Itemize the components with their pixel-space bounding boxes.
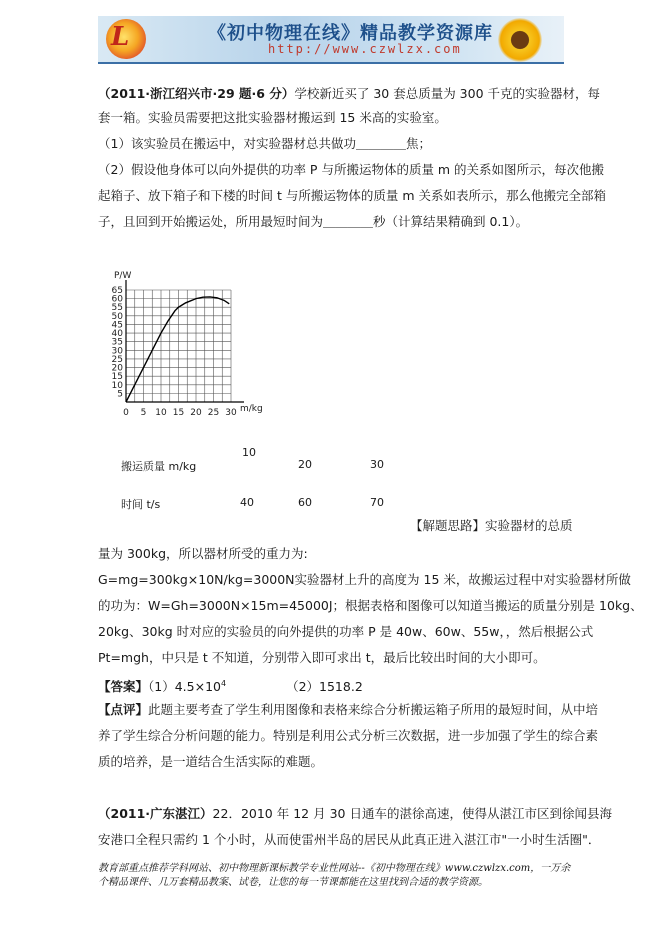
problem1-intro — [98, 86, 601, 102]
table-row2-label: 时间 t/s — [121, 498, 161, 511]
footer-line2: 个精品课件、几万套精品教案、试卷，让您的每一节课都能在这里找到合适的教学资源。 — [98, 877, 488, 888]
table-row1-value-3: 30 — [370, 458, 384, 471]
x-tick-label: 0 — [123, 408, 129, 418]
table-row2-value-1: 40 — [240, 496, 254, 509]
table-row1-label: 搬运质量 m/kg — [121, 460, 197, 473]
comment-line1-text: 此题主要考查了学生利用图像和表格来综合分析搬运箱子所用的最短时间，从中培 — [148, 702, 599, 717]
problem1-q2-line3: 子，且回到开始搬运处，所用最短时间为＿＿＿＿秒（计算结果精确到 0.1）。 — [98, 214, 529, 229]
problem1-q2-line2: 起箱子、放下箱子和下楼的时间 t 与所搬运物体的质量 m 关系如表所示，那么他搬完全部箱 — [98, 188, 606, 203]
problem1-q1: （1）该实验员在搬运中，对实验器材总共做功＿＿＿＿焦； — [98, 136, 431, 151]
y-tick-label: 55 — [111, 303, 123, 314]
problem2-line1-tail: 22．2010 年 12 月 30 日通车的湛徐高速，使得从湛江市区到徐闻县海 — [212, 806, 612, 821]
answer-line — [98, 676, 568, 695]
banner-url[interactable]: http://www.czwlzx.com — [268, 42, 462, 56]
sunflower-icon — [498, 18, 542, 62]
x-tick-label: 15 — [172, 408, 185, 418]
analysis-line3: G=mg=300kg×10N/kg=3000N实验器材上升的高度为 15 米，故搬运过程中对实验器材所做 — [98, 572, 631, 587]
footer-line1: 教育部重点推荐学科网站、初中物理新课标教学专业性网站--《初中物理在线》www.czwlzx.com，一万余 — [98, 863, 571, 874]
answer-part1-exponent: 4 — [220, 679, 227, 688]
table-row2-value-2: 60 — [298, 496, 312, 509]
problem2-source: （2011·广东湛江） — [98, 806, 213, 821]
problem1-intro-line2: 套一箱。实验员需要把这批实验器材搬运到 15 米高的实验室。 — [98, 110, 447, 125]
comment-line2: 养了学生综合分析问题的能力。特别是利用公式分析三次数据，进一步加强了学生的综合素 — [98, 728, 599, 743]
y-tick-label: 15 — [111, 372, 123, 383]
x-tick-label: 20 — [190, 408, 202, 418]
analysis-line4: 的功为：W=Gh=3000N×15m=45000J；根据表格和图像可以知道当搬运的质量分别是 10kg、 — [98, 598, 643, 613]
y-tick-label: 25 — [111, 354, 123, 365]
problem1-source: （2011·浙江绍兴市·29 题·6 分） — [98, 86, 295, 101]
table-row2-value-3: 70 — [370, 496, 384, 509]
answer-label: 【答案】 — [98, 679, 149, 695]
power-mass-chart — [104, 270, 264, 420]
answer-part1: （1）4.5×10 — [148, 679, 221, 695]
analysis-line2: 量为 300kg，所以器材所受的重力为: — [98, 546, 308, 561]
problem2-line2: 安港口全程只需约 1 个小时，从而使雷州半岛的居民从此真正进入湛江市"一小时生活圈"． — [98, 832, 601, 847]
x-axis-label: m/kg — [240, 404, 263, 414]
y-tick-label: 65 — [111, 286, 123, 296]
analysis-line1-tail: 实验器材的总质 — [485, 518, 573, 533]
comment-line3: 质的培养，是一道结合生活实际的难题。 — [98, 754, 324, 769]
table-row1-value-2: 20 — [298, 458, 312, 471]
x-tick-label: 5 — [140, 408, 147, 418]
analysis-title: 【解题思路】 — [410, 518, 486, 533]
problem1-intro-line1: 学校新近买了 30 套总质量为 300 千克的实验器材，每 — [294, 86, 601, 101]
y-axis-label: P/W — [114, 271, 132, 281]
logo-letter: L — [111, 22, 130, 52]
analysis-line1 — [410, 518, 573, 534]
header-banner — [98, 16, 564, 64]
x-tick-label: 25 — [207, 408, 220, 418]
table-row1-value-1: 10 — [242, 446, 256, 459]
y-tick-label: 30 — [111, 346, 123, 357]
y-tick-label: 35 — [111, 337, 123, 348]
x-tick-label: 10 — [155, 408, 167, 418]
comment-line1 — [98, 702, 599, 718]
analysis-line6: Pt=mgh，中只是 t 不知道，分别带入即可求出 t，最后比较出时间的大小即可。 — [98, 650, 546, 665]
problem2-line1 — [98, 806, 612, 822]
comment-label: 【点评】 — [98, 702, 149, 717]
y-tick-label: 10 — [111, 380, 123, 391]
y-tick-label: 5 — [117, 389, 123, 400]
y-tick-label: 40 — [111, 329, 123, 340]
y-tick-label: 50 — [111, 311, 123, 322]
y-tick-label: 45 — [111, 320, 123, 331]
analysis-line5: 20kg、30kg 时对应的实验员的向外提供的功率 P 是 40w、60w、55w，，然后根据公式 — [98, 624, 594, 639]
y-tick-label: 60 — [111, 294, 123, 305]
banner-title: 《初中物理在线》精品教学资源库 — [208, 23, 493, 44]
x-tick-label: 30 — [225, 408, 237, 418]
problem1-q2-line1: （2）假设他身体可以向外提供的功率 P 与所搬运物体的质量 m 的关系如图所示，每次他搬 — [98, 162, 605, 177]
y-tick-label: 20 — [111, 363, 123, 374]
answer-part2: （2）1518.2 — [286, 679, 363, 695]
